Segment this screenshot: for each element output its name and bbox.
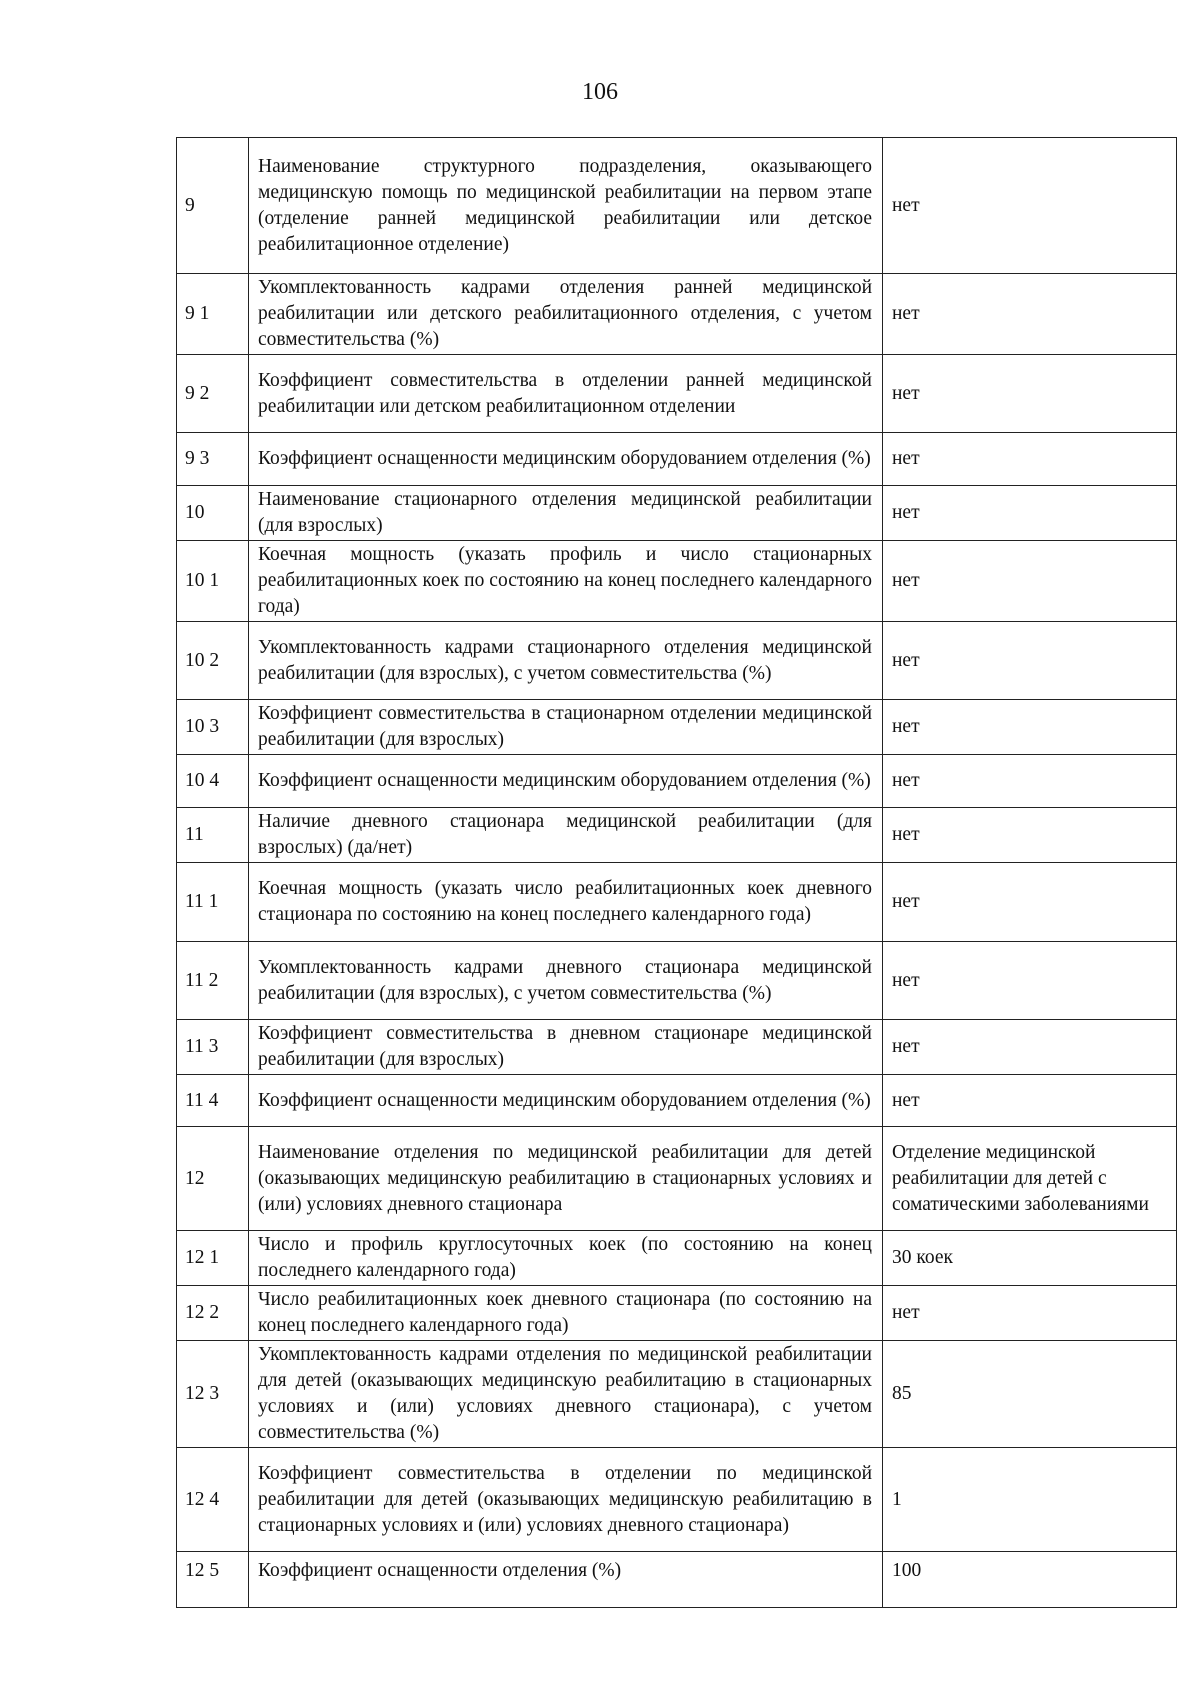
row-number: 9 3 bbox=[177, 433, 249, 486]
row-number: 11 1 bbox=[177, 863, 249, 942]
row-description: Наименование отделения по медицинской реабилитации для детей (оказывающих медицинскую реабилитацию в стационарных условиях и (или) условиях дневного стационара bbox=[249, 1127, 883, 1231]
row-description: Коэффициент совместительства в отделении по медицинской реабилитации для детей (оказывающих медицинскую реабилитацию в стационарных условиях и (или) условиях дневного стационара) bbox=[249, 1448, 883, 1552]
row-description: Коэффициент совместительства в дневном стационаре медицинской реабилитации (для взрослых) bbox=[249, 1020, 883, 1075]
row-description: Наличие дневного стационара медицинской реабилитации (для взрослых) (да/нет) bbox=[249, 808, 883, 863]
row-description: Коечная мощность (указать число реабилитационных коек дневного стационара по состоянию на конец последнего календарного года) bbox=[249, 863, 883, 942]
table-row bbox=[177, 274, 1177, 355]
row-number: 11 4 bbox=[177, 1075, 249, 1127]
table-row bbox=[177, 1020, 1177, 1075]
row-description: Коэффициент оснащенности медицинским оборудованием отделения (%) bbox=[249, 755, 883, 808]
row-number: 9 bbox=[177, 138, 249, 274]
row-value: нет bbox=[883, 541, 1177, 622]
row-value: нет bbox=[883, 755, 1177, 808]
row-description: Укомплектованность кадрами стационарного отделения медицинской реабилитации (для взрослых), с учетом совместительства (%) bbox=[249, 622, 883, 700]
indicator-table bbox=[176, 137, 1177, 1608]
row-number: 12 4 bbox=[177, 1448, 249, 1552]
table-row bbox=[177, 1448, 1177, 1552]
row-number: 11 bbox=[177, 808, 249, 863]
row-description: Число и профиль круглосуточных коек (по состоянию на конец последнего календарного года) bbox=[249, 1231, 883, 1286]
table-row bbox=[177, 355, 1177, 433]
row-description: Коэффициент совместительства в отделении ранней медицинской реабилитации или детском реабилитационном отделении bbox=[249, 355, 883, 433]
row-value: нет bbox=[883, 1075, 1177, 1127]
table-row bbox=[177, 755, 1177, 808]
table-row bbox=[177, 486, 1177, 541]
table-row bbox=[177, 433, 1177, 486]
row-description: Коэффициент совместительства в стационарном отделении медицинской реабилитации (для взрослых) bbox=[249, 700, 883, 755]
row-description: Коэффициент оснащенности медицинским оборудованием отделения (%) bbox=[249, 1075, 883, 1127]
table-row bbox=[177, 808, 1177, 863]
row-value: нет bbox=[883, 433, 1177, 486]
row-value: нет bbox=[883, 486, 1177, 541]
row-value: нет bbox=[883, 622, 1177, 700]
row-description: Коэффициент оснащенности медицинским оборудованием отделения (%) bbox=[249, 433, 883, 486]
table-row bbox=[177, 622, 1177, 700]
row-description: Укомплектованность кадрами отделения ранней медицинской реабилитации или детского реабилитационного отделения, с учетом совместительства (%) bbox=[249, 274, 883, 355]
row-number: 12 2 bbox=[177, 1286, 249, 1341]
table-row bbox=[177, 1127, 1177, 1231]
row-value: нет bbox=[883, 274, 1177, 355]
row-number: 11 2 bbox=[177, 942, 249, 1020]
row-value: Отделение медицинской реабилитации для детей с соматическими заболеваниями bbox=[883, 1127, 1177, 1231]
row-number: 12 3 bbox=[177, 1341, 249, 1448]
row-description: Укомплектованность кадрами отделения по медицинской реабилитации для детей (оказывающих медицинскую реабилитацию в стационарных условиях и (или) условиях дневного стационара), с учетом совместительства (%) bbox=[249, 1341, 883, 1448]
row-description: Наименование структурного подразделения, оказывающего медицинскую помощь по медицинской реабилитации на первом этапе (отделение ранней медицинской реабилитации или детское реабилитационное отделение) bbox=[249, 138, 883, 274]
table-row bbox=[177, 138, 1177, 274]
table-row bbox=[177, 541, 1177, 622]
table-row bbox=[177, 1341, 1177, 1448]
row-description: Наименование стационарного отделения медицинской реабилитации (для взрослых) bbox=[249, 486, 883, 541]
row-number: 10 4 bbox=[177, 755, 249, 808]
row-value: нет bbox=[883, 1020, 1177, 1075]
row-number: 12 1 bbox=[177, 1231, 249, 1286]
row-value: 100 bbox=[883, 1552, 1177, 1608]
row-number: 10 3 bbox=[177, 700, 249, 755]
row-number: 12 5 bbox=[177, 1552, 249, 1608]
row-value: нет bbox=[883, 1286, 1177, 1341]
row-value: 30 коек bbox=[883, 1231, 1177, 1286]
table-row bbox=[177, 700, 1177, 755]
row-description: Число реабилитационных коек дневного стационара (по состоянию на конец последнего календарного года) bbox=[249, 1286, 883, 1341]
row-value: нет bbox=[883, 863, 1177, 942]
row-description: Укомплектованность кадрами дневного стационара медицинской реабилитации (для взрослых), с учетом совместительства (%) bbox=[249, 942, 883, 1020]
row-number: 9 2 bbox=[177, 355, 249, 433]
row-number: 10 bbox=[177, 486, 249, 541]
table-row bbox=[177, 863, 1177, 942]
row-number: 12 bbox=[177, 1127, 249, 1231]
row-number: 10 2 bbox=[177, 622, 249, 700]
table-row bbox=[177, 1075, 1177, 1127]
row-value: нет bbox=[883, 700, 1177, 755]
row-description: Коечная мощность (указать профиль и число стационарных реабилитационных коек по состоянию на конец последнего календарного года) bbox=[249, 541, 883, 622]
page-number: 106 bbox=[582, 79, 618, 105]
row-value: нет bbox=[883, 138, 1177, 274]
row-value: нет bbox=[883, 808, 1177, 863]
row-value: нет bbox=[883, 942, 1177, 1020]
row-value: нет bbox=[883, 355, 1177, 433]
row-number: 10 1 bbox=[177, 541, 249, 622]
row-value: 85 bbox=[883, 1341, 1177, 1448]
row-number: 11 3 bbox=[177, 1020, 249, 1075]
row-number: 9 1 bbox=[177, 274, 249, 355]
table-row bbox=[177, 1231, 1177, 1286]
row-description: Коэффициент оснащенности отделения (%) bbox=[249, 1552, 883, 1608]
table-row bbox=[177, 1552, 1177, 1608]
table-row bbox=[177, 1286, 1177, 1341]
row-value: 1 bbox=[883, 1448, 1177, 1552]
table-row bbox=[177, 942, 1177, 1020]
